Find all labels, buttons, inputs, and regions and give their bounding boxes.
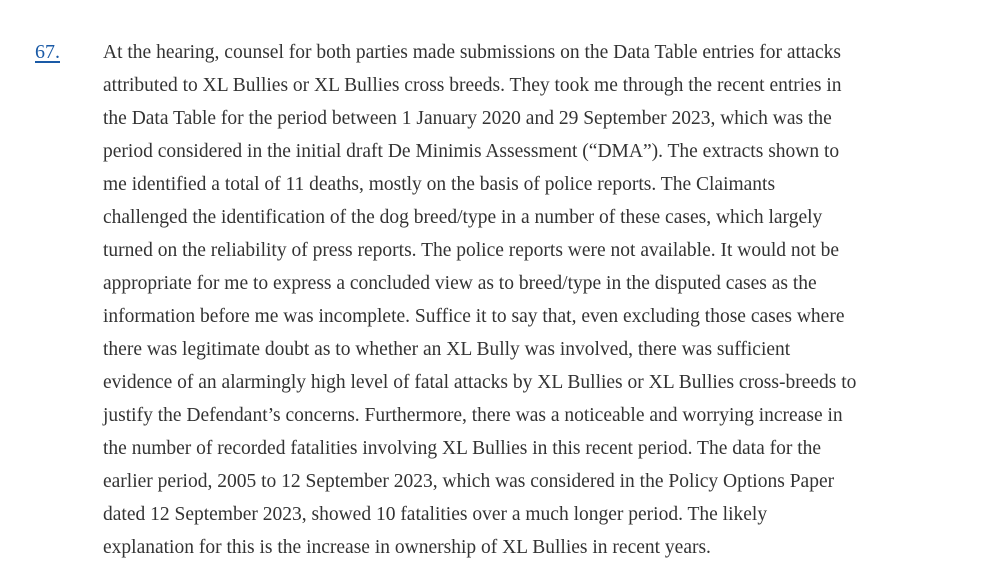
paragraph-line: challenged the identification of the dog breed/type in a number of these cases, which largely [103,207,823,228]
paragraph-line: there was legitimate doubt as to whether an XL Bully was involved, there was sufficient [103,339,791,360]
paragraph-line: me identified a total of 11 deaths, mostly on the basis of police reports. The Claimants [103,174,776,195]
paragraph-line: the number of recorded fatalities involving XL Bullies in this recent period. The data for the [103,438,822,459]
paragraph-line: explanation for this is the increase in ownership of XL Bullies in recent years. [103,537,711,558]
paragraph-line: appropriate for me to express a concluded view as to breed/type in the disputed cases as the [103,273,817,294]
paragraph-number-link[interactable]: 67. [35,41,60,63]
paragraph-line: turned on the reliability of press reports. The police reports were not available. It would not be [103,240,840,261]
paragraph-line: attributed to XL Bullies or XL Bullies cross breeds. They took me through the recent entries in [103,75,842,96]
paragraph-line: the Data Table for the period between 1 January 2020 and 29 September 2023, which was the [103,108,832,129]
paragraph-line: dated 12 September 2023, showed 10 fatalities over a much longer period. The likely [103,504,768,525]
paragraph-line: At the hearing, counsel for both parties made submissions on the Data Table entries for attacks [103,42,841,63]
paragraph-line: period considered in the initial draft De Minimis Assessment (“DMA”). The extracts shown to [103,141,840,162]
paragraph-line: information before me was incomplete. Suffice it to say that, even excluding those cases where [103,306,845,327]
paragraph-body [103,36,983,564]
paragraph-line: evidence of an alarmingly high level of fatal attacks by XL Bullies or XL Bullies cross-breeds to [103,372,857,393]
paragraph-line: earlier period, 2005 to 12 September 2023, which was considered in the Policy Options Paper [103,471,835,492]
paragraph-line: justify the Defendant’s concerns. Furthermore, there was a noticeable and worrying increase in [103,405,843,426]
